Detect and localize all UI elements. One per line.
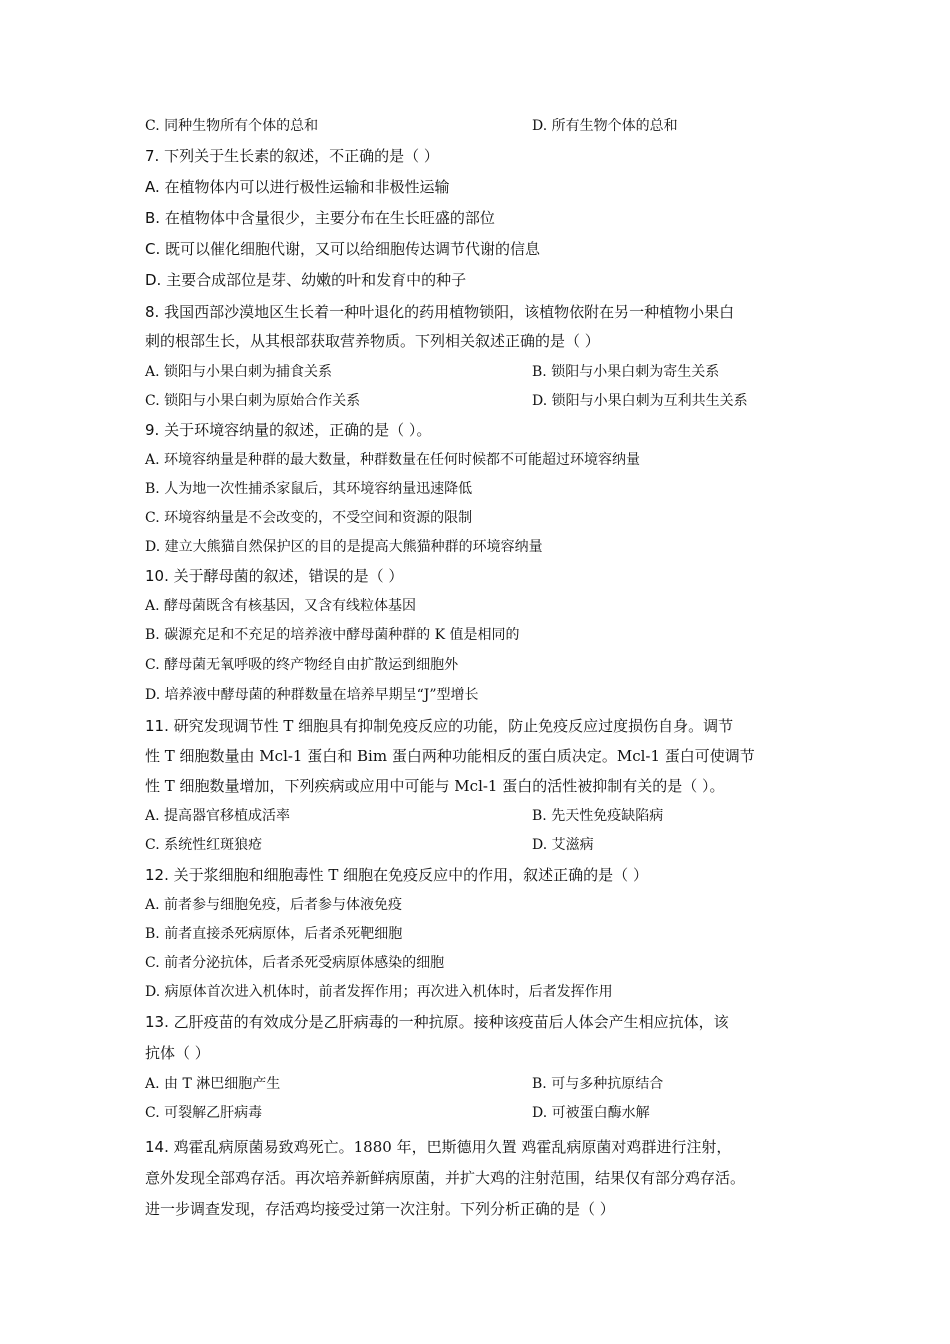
q6-option-d: D. 所有生物个体的总和 <box>532 118 678 134</box>
q8-number: 8. <box>145 303 160 321</box>
q13-option-b: B. 可与多种抗原结合 <box>532 1076 664 1092</box>
q7-option-c-letter: C. <box>145 240 161 258</box>
q7-option-c-text: 既可以催化细胞代谢，又可以给细胞传达调节代谢的信息 <box>160 240 541 258</box>
q7-option-d <box>145 269 466 291</box>
q10-option-b: B. 碳源充足和不充足的培养液中酵母菌种群的 K 值是相同的 <box>145 627 520 643</box>
q10-option-d: D. 培养液中酵母菌的种群数量在培养早期呈“J”型增长 <box>145 687 479 703</box>
q12-option-c: C. 前者分泌抗体，后者杀死受病原体感染的细胞 <box>145 955 445 971</box>
q9-option-b: B. 人为地一次性捕杀家鼠后，其环境容纳量迅速降低 <box>145 481 473 497</box>
q7-stem <box>145 145 439 167</box>
q13-option-a: A. 由 T 淋巴细胞产生 <box>145 1076 281 1092</box>
q9-option-a: A. 环境容纳量是种群的最大数量，种群数量在任何时候都不可能超过环境容纳量 <box>145 452 641 468</box>
q11-stem-text-1: 研究发现调节性 T 细胞具有抑制免疫反应的功能，防止免疫反应过度损伤自身。调节 <box>168 717 734 735</box>
q7-option-d-text: 主要合成部位是芽、幼嫩的叶和发育中的种子 <box>161 271 467 289</box>
q11-option-a: A. 提高器官移植成活率 <box>145 808 291 824</box>
q14-stem-line2: 意外发现全部鸡存活。再次培养新鲜病原菌，并扩大鸡的注射范围，结果仅有部分鸡存活。 <box>145 1169 746 1187</box>
q12-option-d: D. 病原体首次进入机体时，前者发挥作用；再次进入机体时，后者发挥作用 <box>145 984 613 1000</box>
q14-stem-text-1: 鸡霍乱病原菌易致鸡死亡。1880 年，巴斯德用久置 鸡霍乱病原菌对鸡群进行注射， <box>168 1138 732 1156</box>
q11-stem-line1 <box>145 715 733 737</box>
q14-number: 14. <box>145 1138 169 1156</box>
q7-option-b-letter: B. <box>145 209 161 227</box>
q10-option-c: C. 酵母菌无氧呼吸的终产物经自由扩散运到细胞外 <box>145 657 459 673</box>
q6-option-c: C. 同种生物所有个体的总和 <box>145 118 319 134</box>
q10-option-a: A. 酵母菌既含有核基因，又含有线粒体基因 <box>145 598 417 614</box>
q8-stem-text-1: 我国西部沙漠地区生长着一种叶退化的药用植物锁阳，该植物依附在另一种植物小果白 <box>159 303 735 321</box>
q11-number: 11. <box>145 717 169 735</box>
q12-stem <box>145 864 648 886</box>
q8-option-c: C. 锁阳与小果白刺为原始合作关系 <box>145 393 361 409</box>
q7-option-d-letter: D. <box>145 271 162 289</box>
q7-option-b-text: 在植物体中含量很少，主要分布在生长旺盛的部位 <box>160 209 495 227</box>
q12-number: 12. <box>145 866 169 884</box>
q8-option-a: A. 锁阳与小果白刺为捕食关系 <box>145 364 333 380</box>
q10-stem <box>145 565 403 587</box>
q7-option-a <box>145 176 450 198</box>
q13-stem-line2: 抗体（ ） <box>145 1044 210 1062</box>
q13-stem-text-1: 乙肝疫苗的有效成分是乙肝病毒的一种抗原。接种该疫苗后人体会产生相应抗体，该 <box>168 1013 729 1031</box>
q9-number: 9. <box>145 421 160 439</box>
q11-option-b: B. 先天性免疫缺陷病 <box>532 808 664 824</box>
q8-stem-line2: 刺的根部生长，从其根部获取营养物质。下列相关叙述正确的是（ ） <box>145 332 600 350</box>
q8-option-d: D. 锁阳与小果白刺为互利共生关系 <box>532 393 748 409</box>
q9-stem-text: 关于环境容纳量的叙述，正确的是（ ）。 <box>159 421 432 439</box>
q12-option-b: B. 前者直接杀死病原体，后者杀死靶细胞 <box>145 926 403 942</box>
q10-stem-text: 关于酵母菌的叙述，错误的是（ ） <box>168 567 404 585</box>
q12-option-a: A. 前者参与细胞免疫，后者参与体液免疫 <box>145 897 403 913</box>
q14-stem-line3: 进一步调查发现，存活鸡均接受过第一次注射。下列分析正确的是（ ） <box>145 1200 615 1218</box>
q10-number: 10. <box>145 567 169 585</box>
q7-option-c <box>145 238 540 260</box>
q13-option-c: C. 可裂解乙肝病毒 <box>145 1105 263 1121</box>
q11-option-d: D. 艾滋病 <box>532 837 594 853</box>
q7-number: 7. <box>145 147 160 165</box>
q13-option-d: D. 可被蛋白酶水解 <box>532 1105 650 1121</box>
q8-option-b: B. 锁阳与小果白刺为寄生关系 <box>532 364 720 380</box>
q9-option-d: D. 建立大熊猫自然保护区的目的是提高大熊猫种群的环境容纳量 <box>145 539 543 555</box>
q7-option-a-text: 在植物体内可以进行极性运输和非极性运输 <box>159 178 450 196</box>
q14-stem-line1 <box>145 1136 731 1158</box>
q7-stem-text: 下列关于生长素的叙述，不正确的是（ ） <box>159 147 439 165</box>
q7-option-a-letter: A. <box>145 178 160 196</box>
q9-option-c: C. 环境容纳量是不会改变的，不受空间和资源的限制 <box>145 510 473 526</box>
q12-stem-text: 关于浆细胞和细胞毒性 T 细胞在免疫反应中的作用，叙述正确的是（ ） <box>168 866 648 884</box>
q8-stem-line1 <box>145 301 734 323</box>
q11-stem-line2: 性 T 细胞数量由 Mcl-1 蛋白和 Bim 蛋白两种功能相反的蛋白质决定。Mcl-1 蛋白可使调节 <box>145 747 755 765</box>
q9-stem <box>145 419 431 441</box>
q13-number: 13. <box>145 1013 169 1031</box>
q7-option-b <box>145 207 495 229</box>
q11-stem-line3: 性 T 细胞数量增加，下列疾病或应用中可能与 Mcl-1 蛋白的活性被抑制有关的是（ ）。 <box>145 777 725 795</box>
q11-option-c: C. 系统性红斑狼疮 <box>145 837 263 853</box>
q13-stem-line1 <box>145 1011 729 1033</box>
